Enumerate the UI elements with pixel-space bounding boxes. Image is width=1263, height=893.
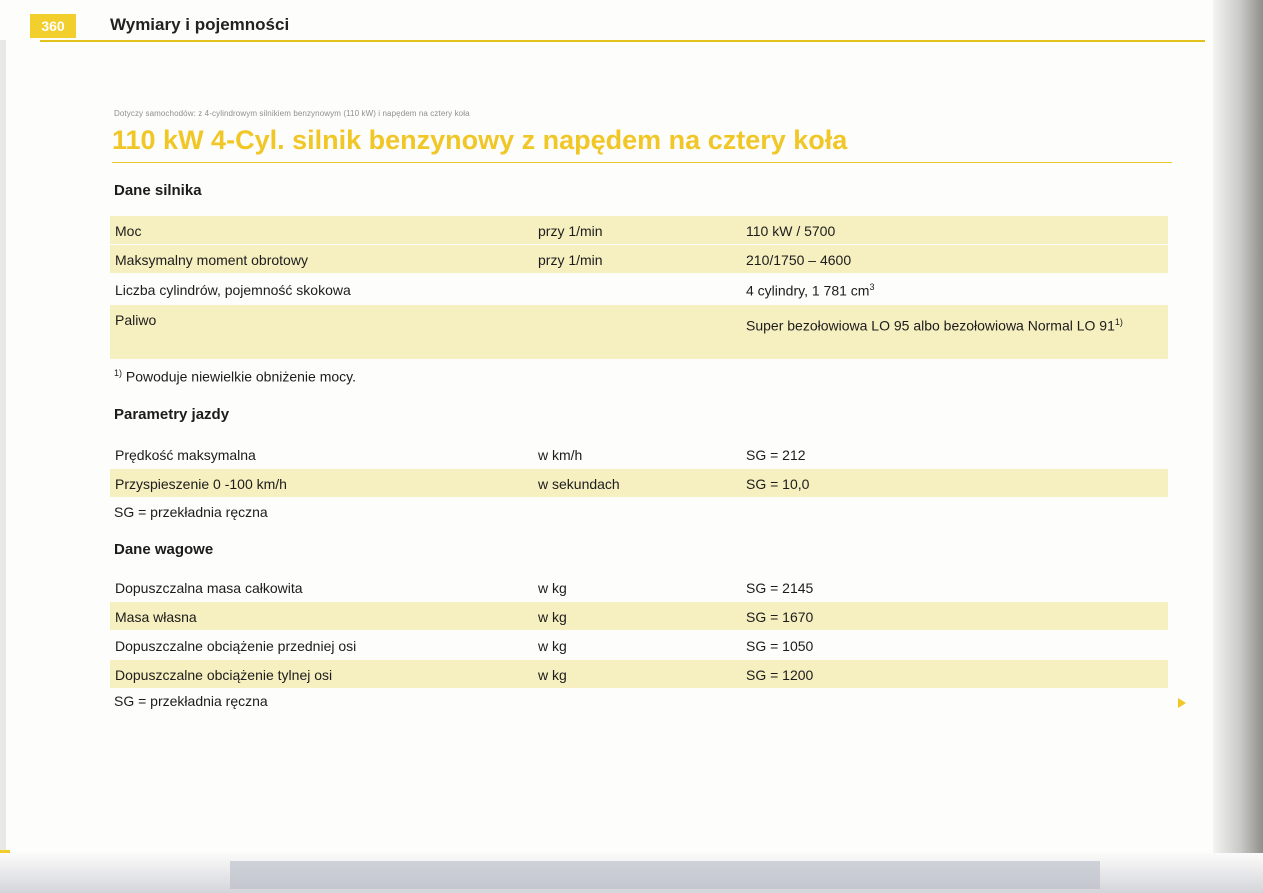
page-left-edge (0, 40, 6, 890)
row-label: Dopuszczalne obciążenie przedniej osi (115, 638, 357, 654)
row-label: Masa własna (115, 609, 197, 625)
row-value: SG = 1670 (746, 609, 814, 625)
gearbox-note: SG = przekładnia ręczna (114, 504, 268, 520)
applicability-note: Dotyczy samochodów: z 4-cylindrowym silnikiem benzynowym (110 kW) i napędem na cztery koła (114, 109, 470, 118)
book-spine-shadow (1213, 0, 1263, 893)
row-label: Prędkość maksymalna (115, 447, 256, 463)
row-unit: przy 1/min (538, 223, 603, 239)
row-value: 110 kW / 5700 (746, 223, 836, 239)
row-value: SG = 1200 (746, 667, 814, 683)
bleed-through-bar (230, 861, 1100, 889)
footnote (114, 368, 356, 385)
page-header (10, 10, 1210, 40)
row-label: Paliwo (115, 312, 157, 328)
header-rule (40, 40, 1205, 42)
footnote-text: Powoduje niewielkie obniżenie mocy. (122, 368, 356, 385)
row-value: 210/1750 – 4600 (746, 252, 852, 268)
row-value: SG = 10,0 (746, 476, 810, 492)
table-row (110, 245, 1168, 273)
table-row (110, 305, 1168, 359)
footnote-ref: 1) (1114, 317, 1123, 327)
row-unit: w sekundach (538, 476, 620, 492)
row-unit: w kg (538, 638, 567, 654)
table-row (110, 469, 1168, 497)
footnote-mark: 1) (114, 368, 123, 378)
section-title: 110 kW 4-Cyl. silnik benzynowy z napędem na cztery koła (112, 125, 848, 155)
row-value: SG = 212 (746, 447, 806, 463)
row-label: Przyspieszenie 0 -100 km/h (115, 476, 287, 492)
engine-heading: Dane silnika (114, 182, 202, 199)
table-row (110, 216, 1168, 244)
gearbox-note: SG = przekładnia ręczna (114, 693, 268, 709)
row-label: Maksymalny moment obrotowy (115, 252, 308, 268)
row-unit: w km/h (538, 447, 583, 463)
table-row (110, 275, 1168, 303)
row-unit: w kg (538, 667, 567, 683)
row-unit: w kg (538, 609, 567, 625)
row-unit: w kg (538, 580, 567, 596)
row-value: SG = 2145 (746, 580, 814, 596)
row-label: Dopuszczalne obciążenie tylnej osi (115, 667, 333, 683)
row-label: Dopuszczalna masa całkowita (115, 580, 303, 596)
row-label: Liczba cylindrów, pojemność skokowa (115, 282, 351, 298)
weights-heading: Dane wagowe (114, 541, 214, 558)
page-number: 360 (30, 14, 76, 38)
title-rule (112, 162, 1172, 163)
row-unit: przy 1/min (538, 252, 603, 268)
row-value: 4 cylindry, 1 781 cm (746, 282, 870, 299)
continue-arrow-icon (1178, 698, 1186, 708)
row-value-wrap (746, 282, 874, 299)
superscript: 3 (869, 282, 875, 292)
row-label: Moc (115, 223, 142, 239)
row-value: SG = 1050 (746, 638, 814, 654)
row-value: Super bezołowiowa LO 95 albo bezołowiowa Normal LO 91 (746, 317, 1115, 334)
table-row (110, 631, 1168, 659)
table-row (110, 440, 1168, 468)
chapter-title: Wymiary i pojemności (110, 15, 290, 34)
table-row (110, 660, 1168, 688)
row-value-wrap (746, 310, 1166, 338)
table-row (110, 602, 1168, 630)
driving-heading: Parametry jazdy (114, 406, 230, 423)
table-row (110, 573, 1168, 601)
